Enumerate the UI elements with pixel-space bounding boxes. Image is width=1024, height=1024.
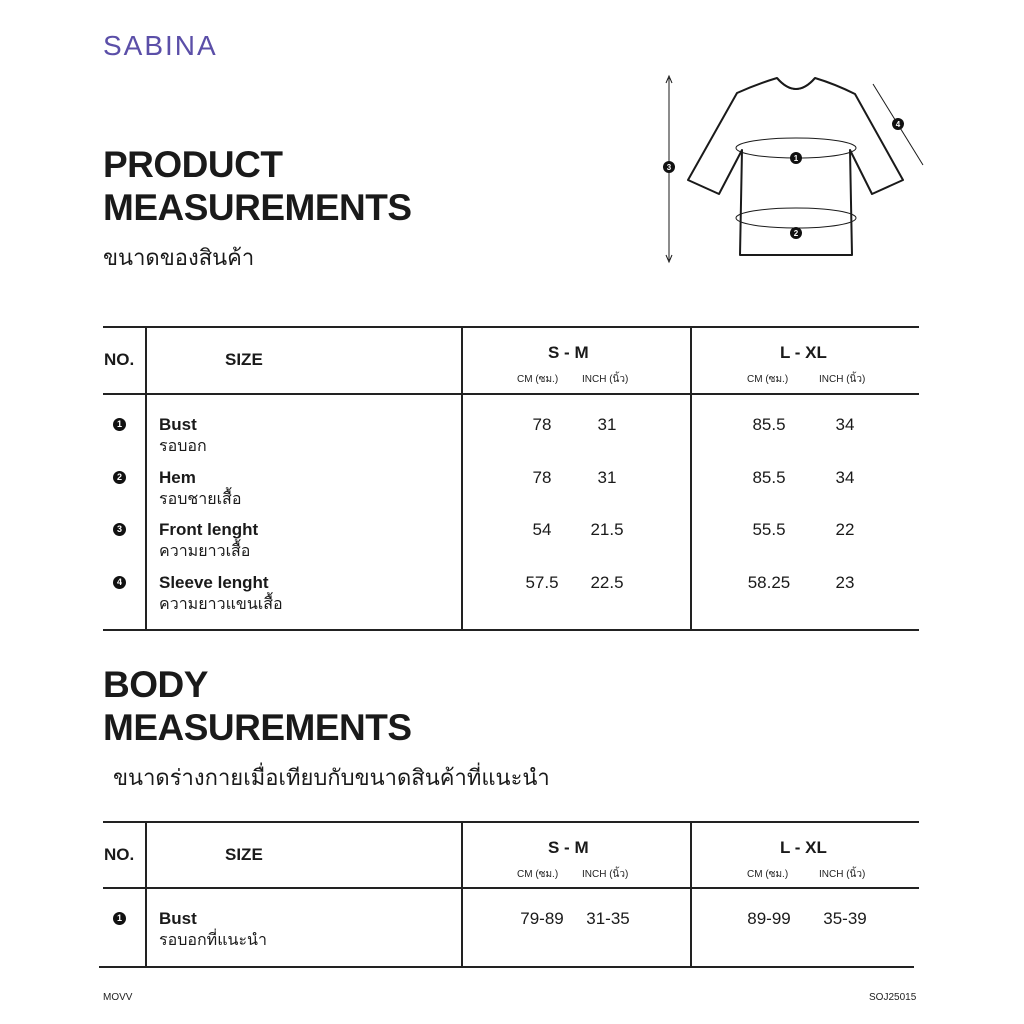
- header-unit-inch: INCH (นิ้ว): [582, 869, 629, 880]
- value-sm-inch: 31: [597, 468, 617, 487]
- product-title-line1: PRODUCT: [103, 144, 283, 185]
- row-number-badge: 1: [113, 912, 126, 925]
- header-unit-cm: CM (ซม.): [747, 869, 789, 880]
- header-no: NO.: [104, 845, 135, 864]
- body-table-bottom-rule: [99, 966, 914, 968]
- product-table-header-rule: [103, 393, 919, 395]
- value-lxl-inch: 35-39: [823, 909, 867, 928]
- row-name-en: Hem: [159, 468, 196, 487]
- value-sm-cm: 78: [532, 415, 552, 434]
- diagram-badge-2: [790, 227, 802, 239]
- header-unit-inch: INCH (นิ้ว): [582, 374, 629, 385]
- value-lxl-cm: 89-99: [747, 909, 791, 928]
- footer-code: SOJ25015: [869, 992, 917, 1003]
- header-unit-inch: INCH (นิ้ว): [819, 374, 866, 385]
- svg-text:1: 1: [793, 154, 799, 163]
- value-sm-inch: 21.5: [590, 520, 624, 539]
- product-table-divider: [690, 327, 692, 630]
- header-unit-cm: CM (ซม.): [517, 374, 559, 385]
- row-number-badge: 4: [113, 576, 126, 589]
- value-lxl-inch: 22: [835, 520, 855, 539]
- row-name-th: ความยาวเสื้อ: [159, 543, 251, 560]
- product-table-top-rule: [103, 326, 919, 328]
- row-name-en: Front lenght: [159, 520, 259, 539]
- value-lxl-cm: 58.25: [747, 573, 791, 592]
- brand-logo: SABINA: [103, 30, 218, 61]
- header-size-sm: S - M: [548, 343, 589, 362]
- row-number-badge: 3: [113, 523, 126, 536]
- body-table-divider: [145, 822, 147, 967]
- svg-text:3: 3: [666, 163, 672, 172]
- header-unit-cm: CM (ซม.): [747, 374, 789, 385]
- value-lxl-cm: 85.5: [752, 415, 786, 434]
- row-name-en: Bust: [159, 909, 197, 928]
- row-number-badge: 2: [113, 471, 126, 484]
- row-name-th: รอบอกที่แนะนำ: [159, 932, 267, 949]
- value-sm-cm: 57.5: [525, 573, 559, 592]
- diagram-badge-1: [790, 152, 802, 164]
- row-name-th: รอบอก: [159, 438, 207, 455]
- header-size-lxl: L - XL: [780, 838, 827, 857]
- header-size-lxl: L - XL: [780, 343, 827, 362]
- body-subtitle: ขนาดร่างกายเมื่อเทียบกับขนาดสินค้าที่แนะนำ: [113, 765, 550, 790]
- svg-text:2: 2: [793, 229, 799, 238]
- product-table-bottom-rule: [103, 629, 919, 631]
- row-number-badge: 1: [113, 418, 126, 431]
- value-sm-cm: 54: [532, 520, 552, 539]
- body-title-line2: MEASUREMENTS: [103, 707, 412, 748]
- body-table-divider: [690, 822, 692, 967]
- header-no: NO.: [104, 350, 135, 369]
- row-name-th: ความยาวแขนเสื้อ: [159, 596, 283, 613]
- value-sm-cm: 79-89: [520, 909, 564, 928]
- header-unit-inch: INCH (นิ้ว): [819, 869, 866, 880]
- product-table-divider: [461, 327, 463, 630]
- product-table-divider: [145, 327, 147, 630]
- row-name-en: Bust: [159, 415, 197, 434]
- diagram-badge-4: [892, 118, 904, 130]
- header-size-sm: S - M: [548, 838, 589, 857]
- row-name-th: รอบชายเสื้อ: [159, 491, 242, 508]
- header-size: SIZE: [225, 350, 263, 369]
- body-title-line1: BODY: [103, 664, 208, 705]
- value-lxl-inch: 34: [835, 468, 855, 487]
- value-sm-cm: 78: [532, 468, 552, 487]
- header-size: SIZE: [225, 845, 263, 864]
- value-sm-inch: 31: [597, 415, 617, 434]
- body-table-header-rule: [103, 887, 919, 889]
- diagram-badge-3: [663, 161, 675, 173]
- row-name-en: Sleeve lenght: [159, 573, 269, 592]
- value-lxl-cm: 85.5: [752, 468, 786, 487]
- value-lxl-inch: 23: [835, 573, 855, 592]
- product-title-line2: MEASUREMENTS: [103, 187, 412, 228]
- value-lxl-inch: 34: [835, 415, 855, 434]
- garment-diagram: [655, 70, 935, 270]
- body-table-divider: [461, 822, 463, 967]
- value-sm-inch: 31-35: [586, 909, 630, 928]
- value-lxl-cm: 55.5: [752, 520, 786, 539]
- svg-text:4: 4: [895, 120, 901, 129]
- value-sm-inch: 22.5: [590, 573, 624, 592]
- header-unit-cm: CM (ซม.): [517, 869, 559, 880]
- body-table-top-rule: [103, 821, 919, 823]
- footer-model: MOVV: [103, 992, 133, 1003]
- hem-guide: [736, 208, 856, 228]
- product-subtitle: ขนาดของสินค้า: [103, 245, 255, 270]
